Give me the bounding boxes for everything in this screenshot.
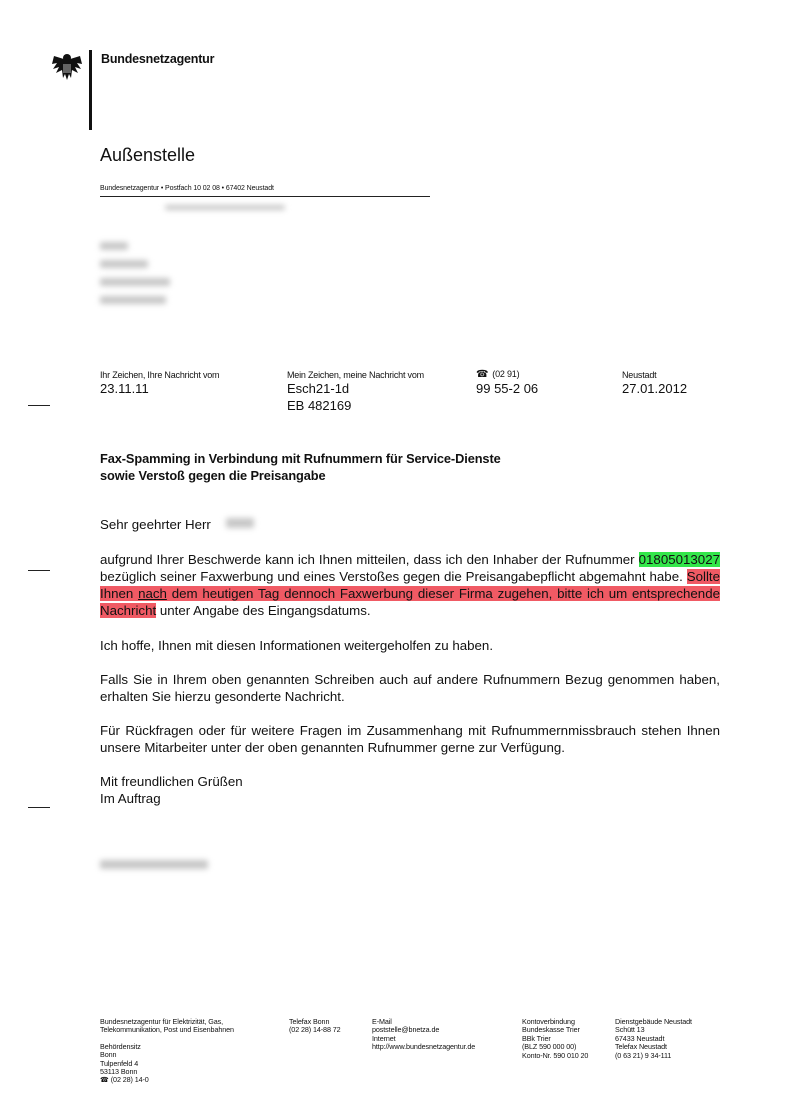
p1-text-a: aufgrund Ihrer Beschwerde kann ich Ihnen mitteilen, dass ich den Inhaber der Rufnummer [100,552,635,567]
fold-mark [28,570,50,571]
phone-label-row [476,369,519,380]
closing-1: Mit freundlichen Grüßen [100,774,243,789]
paragraph-2: Ich hoffe, Ihnen mit diesen Informationen weitergeholfen zu haben. [100,638,494,653]
phone-label: (02 91) [492,369,520,379]
highlight-red-nach: nach [138,586,167,601]
footer-seat-label: Behördensitz [100,1041,141,1051]
footer-fax [289,1018,341,1035]
your-ref-value: 23.11.11 [100,381,149,396]
highlight-red-b: dem heutigen Tag dennoch Faxwerbung dieser Firma zugehen, bitte ich um entsprechende Nachricht [100,586,720,618]
footer-office-line: Dienstgebäude Neustadt [615,1017,692,1026]
highlighted-phone-number: 01805013027 [638,552,720,567]
footer-fax-number: (02 28) 14-88 72 [289,1025,341,1035]
paragraph-1 [100,551,720,619]
org-name: Bundesnetzagentur [101,52,215,66]
footer-seat-line: Bonn [100,1050,117,1060]
footer-seat-phone-number: (02 28) 14-0 [110,1075,149,1085]
footer-fax-label: Telefax Bonn [289,1017,330,1026]
federal-eagle-icon [50,52,84,82]
place-label: Neustadt [622,370,657,380]
return-address: Bundesnetzagentur • Postfach 10 02 08 • 67402 Neustadt [100,185,274,192]
closing-2: Im Auftrag [100,791,161,806]
footer-office-line: Schütt 13 [615,1025,645,1035]
redacted-recipient-line [100,242,128,250]
subject [100,450,501,484]
footer-office [615,1018,692,1060]
highlight-red-space [167,586,172,601]
letter-date: 27.01.2012 [622,381,688,396]
redacted-recipient-name [226,518,254,528]
footer-seat-phone [100,1076,234,1084]
footer-email-link[interactable]: poststelle@bnetza.de [372,1025,440,1035]
footer-org [100,1018,234,1085]
footer-bank-line: BBk Trier [522,1033,551,1043]
redacted-signatory-name [100,860,208,869]
redacted-recipient-line [100,296,166,304]
footer-office-line: Telefax Neustadt [615,1042,667,1052]
your-ref-label: Ihr Zeichen, Ihre Nachricht vom [100,370,220,380]
footer-website-link[interactable]: http://www.bundesnetzagentur.de [372,1042,476,1052]
footer-org-line: Telekommunikation, Post und Eisenbahnen [100,1025,234,1035]
return-address-rule [100,196,430,197]
phone-value: 99 55-2 06 [476,381,539,396]
footer-bank-line: (BLZ 590 000 00) [522,1042,577,1052]
redacted-recipient-line [100,260,148,268]
footer-internet-label: Internet [372,1033,396,1043]
fold-mark [28,405,50,406]
salutation: Sehr geehrter Herr [100,517,211,532]
footer-contact [372,1018,475,1052]
letterhead-bar [89,50,92,130]
footer-seat-line: 53113 Bonn [100,1067,138,1077]
footer-bank-line: Bundeskasse Trier [522,1025,580,1035]
my-ref-label: Mein Zeichen, meine Nachricht vom [287,370,424,380]
subject-line-1: Fax-Spamming in Verbindung mit Rufnummern für Service-Dienste [100,451,501,466]
footer-bank [522,1018,588,1060]
salutation-row [100,516,720,533]
my-ref-value-2: EB 482169 [287,398,352,413]
outpost-title: Außenstelle [100,145,196,165]
footer-org-line: Bundesnetzagentur für Elektrizität, Gas, [100,1017,224,1026]
footer-bank-line: Konto-Nr. 590 010 20 [522,1050,589,1060]
paragraph-3: Falls Sie in Ihrem oben genannten Schreiben auch auf andere Rufnummern Bezug genommen haben, erhalten Sie hierzu gesonderte Nachricht. [100,672,720,704]
p1-text-c: unter Angabe des Eingangsdatums. [159,603,371,618]
redacted-recipient-line [100,278,170,286]
footer-office-line: (0 63 21) 9 34-111 [615,1050,672,1060]
highlight-red-a: Sollte Ihnen [100,569,720,601]
footer-seat-line: Tulpenfeld 4 [100,1058,139,1068]
fold-mark [28,807,50,808]
telephone-icon: ☎ [100,1075,111,1085]
p1-text-b: bezüglich seiner Faxwerbung und eines Verstoßes gegen die Preisangabepflicht abgemahnt habe. [100,569,683,584]
footer-office-line: 67433 Neustadt [615,1033,665,1043]
redacted-return-detail [165,205,285,210]
my-ref-value-1: Esch21-1d [287,381,350,396]
telephone-icon: ☎ [476,369,489,380]
subject-line-2: sowie Verstoß gegen die Preisangabe [100,468,326,483]
footer-email-label: E-Mail [372,1017,392,1026]
paragraph-4: Für Rückfragen oder für weitere Fragen im Zusammenhang mit Rufnummernmissbrauch stehen Ihnen unsere Mitarbeiter unter der oben genannten Rufnummer gerne zur Verfügung. [100,723,720,755]
footer-bank-line: Kontoverbindung [522,1017,575,1026]
